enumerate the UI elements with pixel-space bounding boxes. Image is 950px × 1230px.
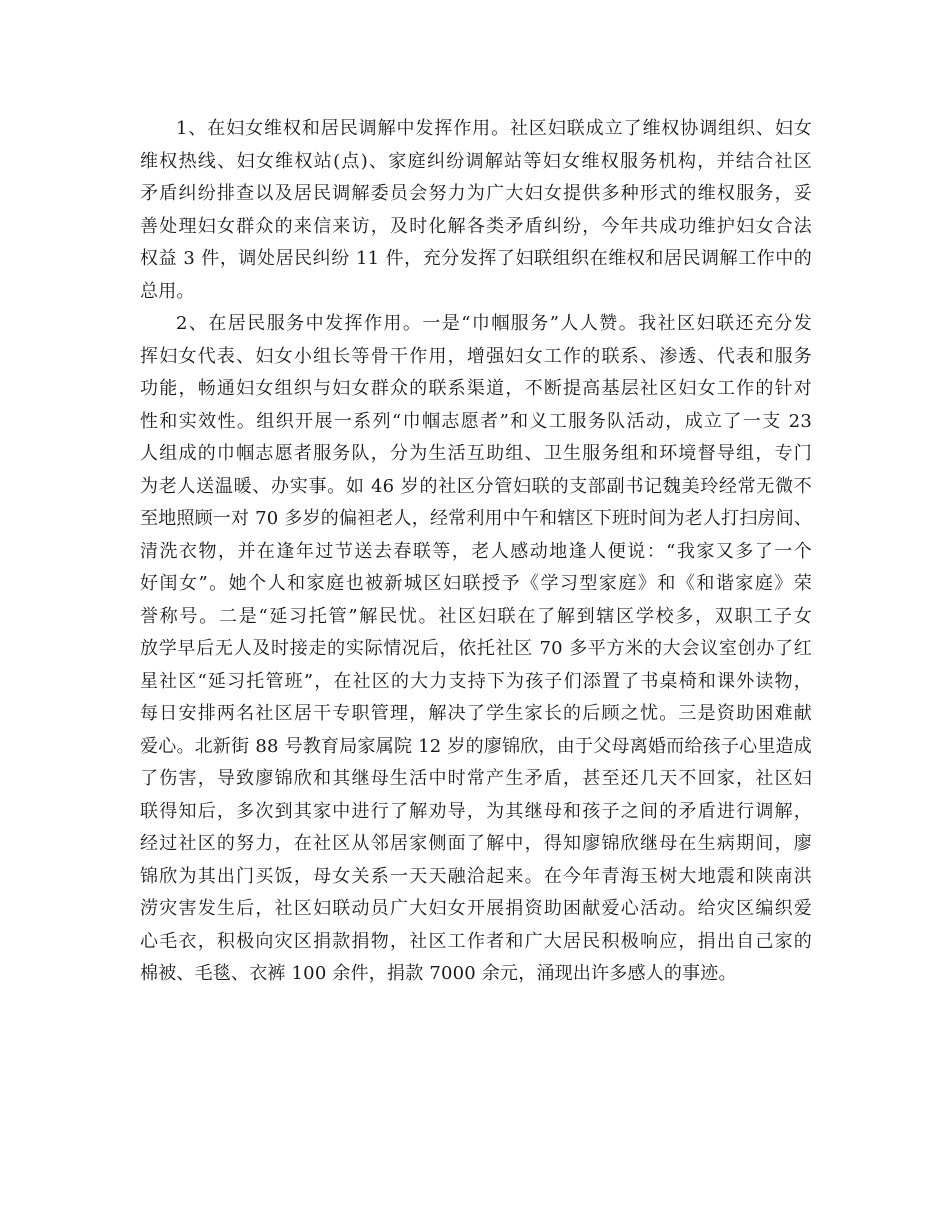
paragraph-line: 涝灾害发生后，社区妇联动员广大妇女开展捐资助困献爱心活动。给灾区编织爱 — [140, 898, 812, 919]
paragraph-line: 人组成的巾帼志愿者服务队，分为生活互助组、卫生服务组和环境督导组，专门 — [140, 443, 812, 464]
paragraph-line: 功能，畅通妇女组织与妇女群众的联系渠道，不断提高基层社区妇女工作的针对 — [140, 378, 812, 399]
paragraph-line: 至地照顾一对 70 多岁的偏袒老人，经常利用中午和辖区下班时间为老人打扫房间、 — [140, 508, 813, 529]
paragraph-line: 1、在妇女维权和居民调解中发挥作用。社区妇联成立了维权协调组织、妇女 — [176, 118, 812, 139]
paragraph-line: 爱心。北新街 88 号教育局家属院 12 岁的廖锦欣，由于父母离婚而给孩子心里造成 — [140, 735, 812, 757]
paragraph-line: 心毛衣，积极向灾区捐款捐物，社区工作者和广大居民积极响应，捐出自己家的 — [140, 930, 812, 952]
document-body — [140, 113, 812, 991]
paragraph-line: 维权热线、妇女维权站(点)、家庭纠纷调解站等妇女维权服务机构，并结合社区 — [140, 150, 812, 172]
paragraph-line: 性和实效性。组织开展一系列“巾帼志愿者”和义工服务队活动，成立了一支 23 — [140, 410, 812, 432]
paragraph-line: 锦欣为其出门买饭，母女关系一天天融洽起来。在今年青海玉树大地震和陕南洪 — [140, 865, 812, 887]
paragraph-line: 誉称号。二是“延习托管”解民忧。社区妇联在了解到辖区学校多，双职工子女 — [140, 605, 812, 627]
paragraph-line: 2、在居民服务中发挥作用。一是“巾帼服务”人人赞。我社区妇联还充分发 — [176, 313, 812, 334]
paragraph-line: 善处理妇女群众的来信来访，及时化解各类矛盾纠纷，今年共成功维护妇女合法 — [140, 215, 812, 237]
paragraph-2 — [140, 308, 812, 991]
paragraph-line: 了伤害，导致廖锦欣和其继母生活中时常产生矛盾，甚至还几天不回家，社区妇 — [140, 768, 812, 789]
paragraph-line: 棉被、毛毯、衣裤 100 余件，捐款 7000 余元，涌现出许多感人的事迹。 — [140, 963, 737, 984]
paragraph-line: 联得知后，多次到其家中进行了解劝导，为其继母和孩子之间的矛盾进行调解， — [140, 800, 812, 822]
paragraph-line: 矛盾纠纷排查以及居民调解委员会努力为广大妇女提供多种形式的维权服务，妥 — [140, 183, 812, 204]
paragraph-line: 每日安排两名社区居干专职管理，解决了学生家长的后顾之忧。三是资助困难献 — [140, 703, 812, 724]
paragraph-line: 为老人送温暖、办实事。如 46 岁的社区分管妇联的支部副书记魏美玲经常无微不 — [140, 475, 812, 497]
paragraph-line: 挥妇女代表、妇女小组长等骨干作用，增强妇女工作的联系、渗透、代表和服务 — [140, 345, 812, 367]
paragraph-1 — [140, 113, 812, 308]
paragraph-line: 清洗衣物，并在逢年过节送去春联等，老人感动地逢人便说：“我家又多了一个 — [140, 540, 812, 562]
paragraph-line: 星社区“延习托管班”，在社区的大力支持下为孩子们添置了书桌椅和课外读物， — [140, 670, 812, 692]
paragraph-line: 权益 3 件，调处居民纠纷 11 件，充分发挥了妇联组织在维权和居民调解工作中的 — [140, 248, 812, 269]
paragraph-line: 好闺女”。她个人和家庭也被新城区妇联授予《学习型家庭》和《和谐家庭》荣 — [140, 573, 812, 594]
paragraph-line: 放学早后无人及时接走的实际情况后，依托社区 70 多平方米的大会议室创办了红 — [140, 638, 812, 659]
paragraph-line: 总用。 — [140, 280, 195, 302]
paragraph-line: 经过社区的努力，在社区从邻居家侧面了解中，得知廖锦欣继母在生病期间，廖 — [140, 833, 812, 854]
